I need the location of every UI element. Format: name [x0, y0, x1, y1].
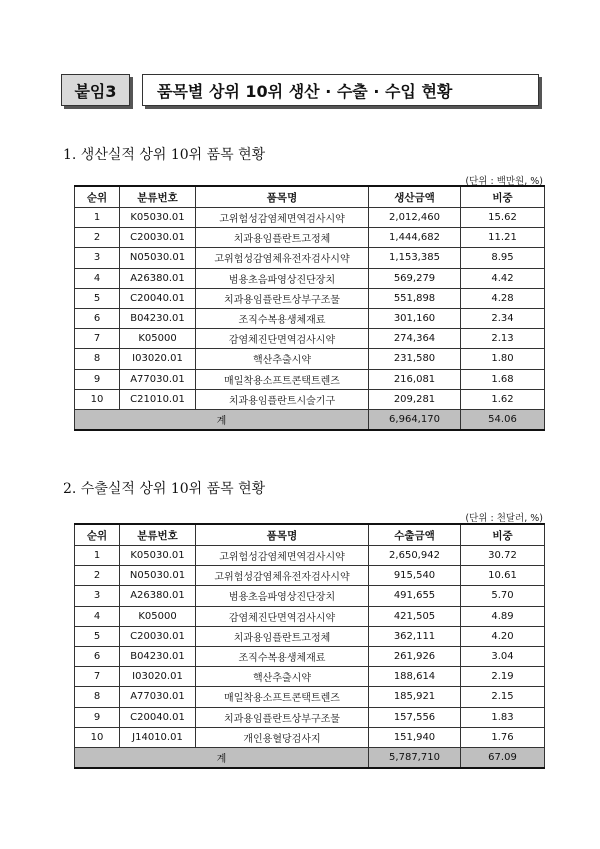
- code-cell: J14010.01: [120, 727, 196, 747]
- col-header-amount: 수출금액: [369, 524, 461, 546]
- table-row: [75, 566, 545, 586]
- table-row: [75, 369, 545, 389]
- table-row: [75, 687, 545, 707]
- amount-cell: 261,926: [369, 646, 461, 666]
- share-cell: 10.61: [461, 566, 545, 586]
- code-cell: I03020.01: [120, 349, 196, 369]
- rank-cell: 3: [75, 586, 120, 606]
- rank-cell: 3: [75, 248, 120, 268]
- col-header-share: 비중: [461, 186, 545, 208]
- amount-cell: 157,556: [369, 707, 461, 727]
- rank-cell: 9: [75, 707, 120, 727]
- amount-cell: 274,364: [369, 329, 461, 349]
- share-cell: 1.68: [461, 369, 545, 389]
- share-cell: 4.28: [461, 288, 545, 308]
- amount-cell: 301,160: [369, 308, 461, 328]
- export-table-body: [75, 546, 545, 769]
- item-name-cell: 매일착용소프트콘택트렌즈: [196, 687, 369, 707]
- share-cell: 2.19: [461, 667, 545, 687]
- item-name-cell: 치과용임플란트시술기구: [196, 389, 369, 409]
- share-cell: 2.34: [461, 308, 545, 328]
- total-label: 계: [75, 409, 369, 430]
- code-cell: K05000: [120, 606, 196, 626]
- item-name-cell: 개인용혈당검사지: [196, 727, 369, 747]
- table-row: [75, 606, 545, 626]
- item-name-cell: 감염체진단면역검사시약: [196, 606, 369, 626]
- amount-cell: 2,650,942: [369, 546, 461, 566]
- section-title-production: 1. 생산실적 상위 10위 품목 현황: [63, 147, 266, 163]
- code-cell: A77030.01: [120, 687, 196, 707]
- item-name-cell: 매일착용소프트콘택트렌즈: [196, 369, 369, 389]
- unit-note-export: (단위 : 천달러, %): [465, 513, 543, 524]
- rank-cell: 10: [75, 389, 120, 409]
- page-title: 품목별 상위 10위 생산 · 수출 · 수입 현황: [142, 74, 539, 106]
- share-cell: 3.04: [461, 646, 545, 666]
- total-amount: 5,787,710: [369, 747, 461, 768]
- code-cell: I03020.01: [120, 667, 196, 687]
- rank-cell: 8: [75, 349, 120, 369]
- rank-cell: 5: [75, 288, 120, 308]
- table-row: [75, 626, 545, 646]
- rank-cell: 4: [75, 606, 120, 626]
- table-row: [75, 329, 545, 349]
- code-cell: B04230.01: [120, 308, 196, 328]
- production-table-body: [75, 208, 545, 431]
- rank-cell: 7: [75, 329, 120, 349]
- table-row: [75, 248, 545, 268]
- item-name-cell: 범용초음파영상진단장치: [196, 268, 369, 288]
- share-cell: 1.76: [461, 727, 545, 747]
- rank-cell: 1: [75, 546, 120, 566]
- code-cell: C20030.01: [120, 228, 196, 248]
- production-table: [74, 185, 545, 431]
- col-header-rank: 순위: [75, 186, 120, 208]
- amount-cell: 188,614: [369, 667, 461, 687]
- share-cell: 1.62: [461, 389, 545, 409]
- export-table: [74, 523, 545, 769]
- item-name-cell: 감염체진단면역검사시약: [196, 329, 369, 349]
- amount-cell: 1,444,682: [369, 228, 461, 248]
- col-header-code: 분류번호: [120, 186, 196, 208]
- share-cell: 8.95: [461, 248, 545, 268]
- code-cell: K05030.01: [120, 208, 196, 228]
- item-name-cell: 핵산추출시약: [196, 667, 369, 687]
- amount-cell: 915,540: [369, 566, 461, 586]
- amount-cell: 491,655: [369, 586, 461, 606]
- amount-cell: 569,279: [369, 268, 461, 288]
- item-name-cell: 범용초음파영상진단장치: [196, 586, 369, 606]
- item-name-cell: 고위험성감염체면역검사시약: [196, 546, 369, 566]
- code-cell: A26380.01: [120, 586, 196, 606]
- section-title-export: 2. 수출실적 상위 10위 품목 현황: [63, 481, 266, 497]
- share-cell: 11.21: [461, 228, 545, 248]
- code-cell: C20030.01: [120, 626, 196, 646]
- item-name-cell: 조직수복용생체재료: [196, 646, 369, 666]
- col-header-code: 분류번호: [120, 524, 196, 546]
- share-cell: 4.89: [461, 606, 545, 626]
- item-name-cell: 고위험성감염체면역검사시약: [196, 208, 369, 228]
- share-cell: 2.15: [461, 687, 545, 707]
- code-cell: N05030.01: [120, 566, 196, 586]
- item-name-cell: 핵산추출시약: [196, 349, 369, 369]
- share-cell: 4.20: [461, 626, 545, 646]
- table-row: [75, 349, 545, 369]
- table-row: [75, 546, 545, 566]
- total-row: [75, 409, 545, 430]
- rank-cell: 4: [75, 268, 120, 288]
- total-share: 67.09: [461, 747, 545, 768]
- code-cell: A26380.01: [120, 268, 196, 288]
- table-row: [75, 208, 545, 228]
- amount-cell: 209,281: [369, 389, 461, 409]
- total-amount: 6,964,170: [369, 409, 461, 430]
- table-header-row: [75, 186, 545, 208]
- code-cell: A77030.01: [120, 369, 196, 389]
- table-row: [75, 646, 545, 666]
- code-cell: C20040.01: [120, 288, 196, 308]
- amount-cell: 2,012,460: [369, 208, 461, 228]
- table-header-row: [75, 524, 545, 546]
- table-row: [75, 586, 545, 606]
- rank-cell: 6: [75, 308, 120, 328]
- col-header-amount: 생산금액: [369, 186, 461, 208]
- code-cell: C21010.01: [120, 389, 196, 409]
- table-row: [75, 389, 545, 409]
- col-header-share: 비중: [461, 524, 545, 546]
- total-label: 계: [75, 747, 369, 768]
- rank-cell: 8: [75, 687, 120, 707]
- amount-cell: 551,898: [369, 288, 461, 308]
- item-name-cell: 치과용임플란트상부구조물: [196, 707, 369, 727]
- amount-cell: 362,111: [369, 626, 461, 646]
- appendix-badge: 붙임3: [61, 74, 130, 106]
- item-name-cell: 치과용임플란트고정체: [196, 626, 369, 646]
- col-header-item: 품목명: [196, 524, 369, 546]
- share-cell: 1.83: [461, 707, 545, 727]
- table-row: [75, 727, 545, 747]
- page-header: [61, 74, 539, 110]
- share-cell: 15.62: [461, 208, 545, 228]
- rank-cell: 2: [75, 566, 120, 586]
- share-cell: 4.42: [461, 268, 545, 288]
- code-cell: B04230.01: [120, 646, 196, 666]
- rank-cell: 6: [75, 646, 120, 666]
- code-cell: K05030.01: [120, 546, 196, 566]
- amount-cell: 421,505: [369, 606, 461, 626]
- amount-cell: 216,081: [369, 369, 461, 389]
- table-row: [75, 707, 545, 727]
- amount-cell: 151,940: [369, 727, 461, 747]
- item-name-cell: 치과용임플란트상부구조물: [196, 288, 369, 308]
- item-name-cell: 고위험성감염체유전자검사시약: [196, 566, 369, 586]
- code-cell: K05000: [120, 329, 196, 349]
- share-cell: 30.72: [461, 546, 545, 566]
- amount-cell: 231,580: [369, 349, 461, 369]
- table-row: [75, 667, 545, 687]
- item-name-cell: 치과용임플란트고정체: [196, 228, 369, 248]
- table-row: [75, 268, 545, 288]
- table-row: [75, 308, 545, 328]
- col-header-item: 품목명: [196, 186, 369, 208]
- table-row: [75, 228, 545, 248]
- rank-cell: 9: [75, 369, 120, 389]
- table-row: [75, 288, 545, 308]
- code-cell: C20040.01: [120, 707, 196, 727]
- rank-cell: 5: [75, 626, 120, 646]
- unit-note-production: (단위 : 백만원, %): [465, 176, 543, 187]
- code-cell: N05030.01: [120, 248, 196, 268]
- total-share: 54.06: [461, 409, 545, 430]
- rank-cell: 2: [75, 228, 120, 248]
- rank-cell: 10: [75, 727, 120, 747]
- share-cell: 5.70: [461, 586, 545, 606]
- item-name-cell: 조직수복용생체재료: [196, 308, 369, 328]
- amount-cell: 185,921: [369, 687, 461, 707]
- col-header-rank: 순위: [75, 524, 120, 546]
- item-name-cell: 고위험성감염체유전자검사시약: [196, 248, 369, 268]
- total-row: [75, 747, 545, 768]
- amount-cell: 1,153,385: [369, 248, 461, 268]
- rank-cell: 7: [75, 667, 120, 687]
- share-cell: 2.13: [461, 329, 545, 349]
- share-cell: 1.80: [461, 349, 545, 369]
- rank-cell: 1: [75, 208, 120, 228]
